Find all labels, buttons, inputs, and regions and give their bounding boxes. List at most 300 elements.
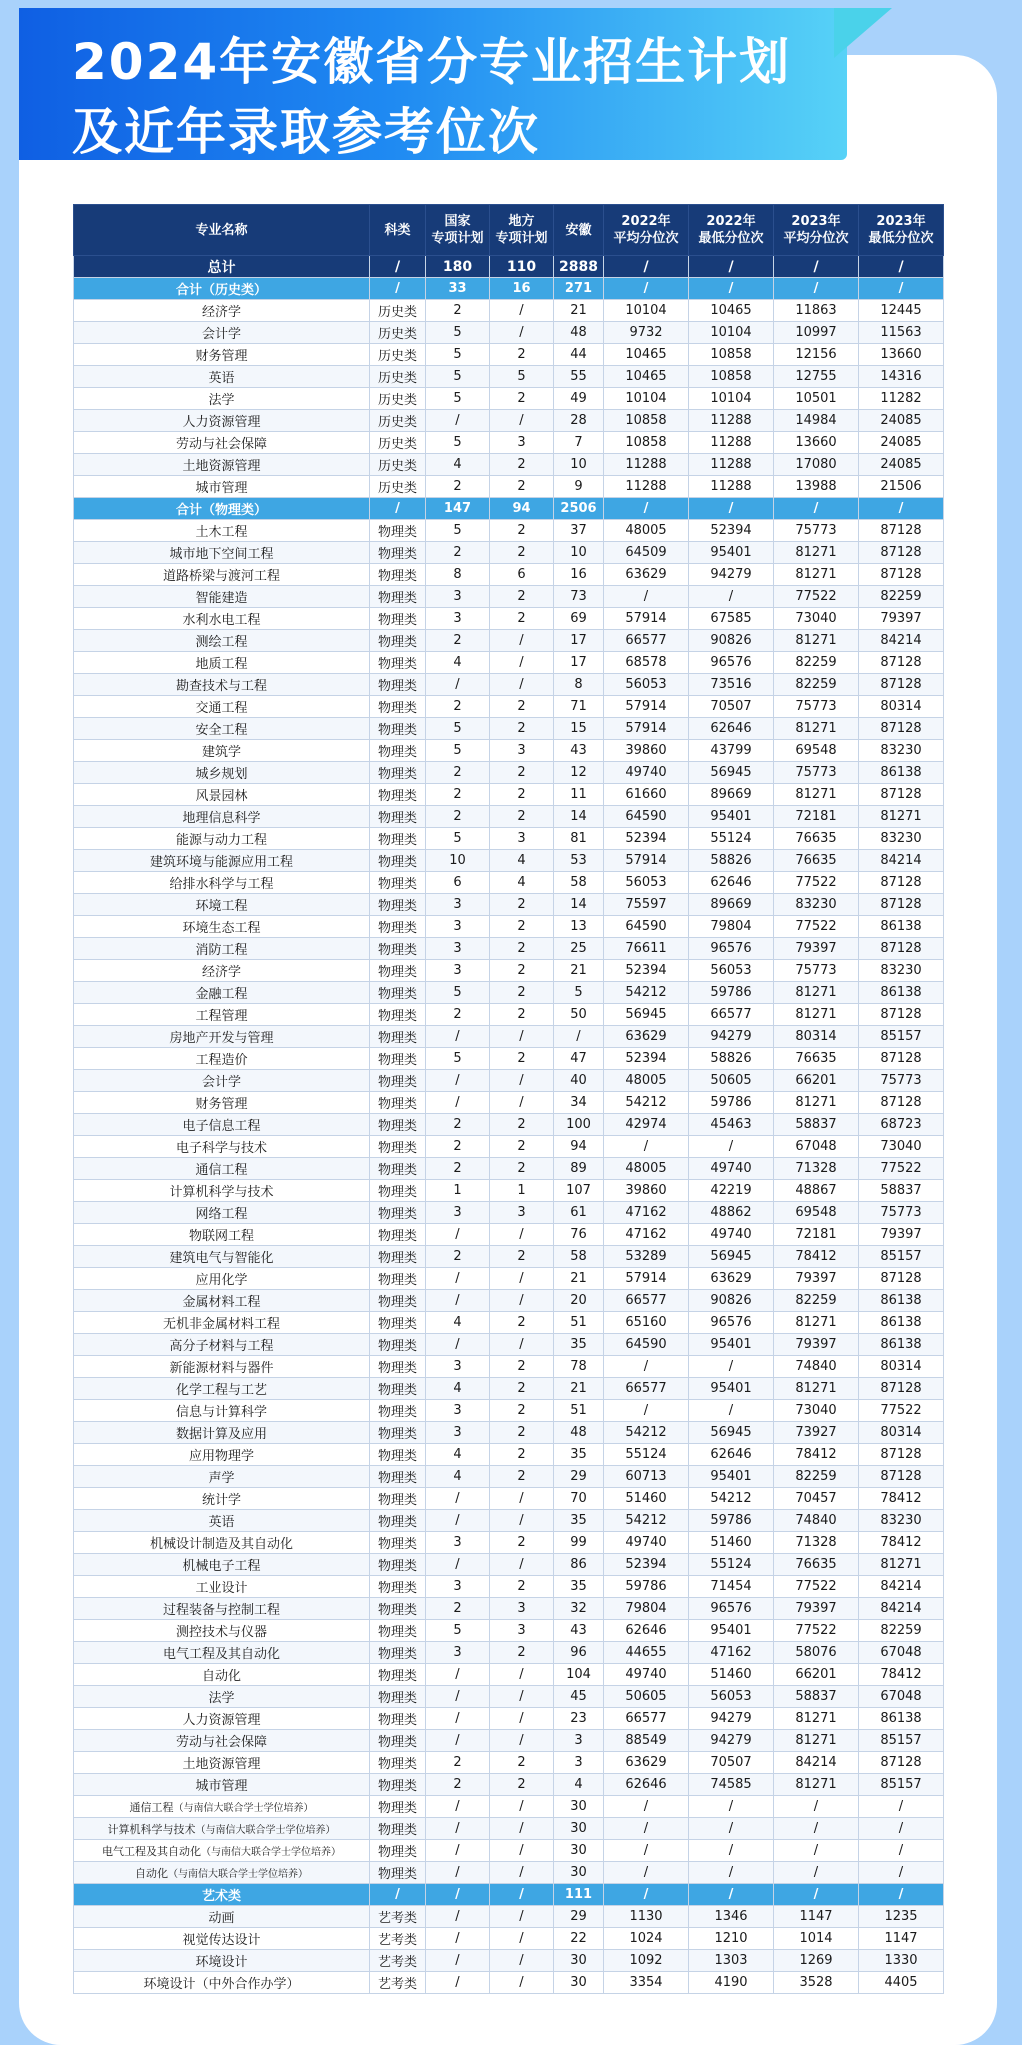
cell-2022-min: 66577: [689, 1004, 774, 1026]
cell-2023-avg: 75773: [774, 520, 859, 542]
cell-2023-avg: 81271: [774, 1774, 859, 1796]
cell-national-plan: 3: [426, 1356, 490, 1378]
cell-major: 土地资源管理: [74, 454, 370, 476]
cell-anhui: 76: [554, 1224, 604, 1246]
cell-2023-min: 1235: [859, 1906, 944, 1928]
cell-2023-min: 79397: [859, 1224, 944, 1246]
table-row: [74, 1070, 944, 1092]
cell-national-plan: /: [426, 1686, 490, 1708]
cell-2022-avg: 66577: [604, 1290, 689, 1312]
cell-national-plan: 5: [426, 520, 490, 542]
cell-local-plan: 2: [490, 1422, 554, 1444]
cell-major: 风景园林: [74, 784, 370, 806]
cell-category: 物理类: [370, 1422, 426, 1444]
cell-national-plan: 3: [426, 586, 490, 608]
cell-2022-min: 94279: [689, 564, 774, 586]
cell-local-plan: 3: [490, 1202, 554, 1224]
cell-national-plan: 2: [426, 476, 490, 498]
cell-2023-min: 83230: [859, 740, 944, 762]
cell-major: 工程管理: [74, 1004, 370, 1026]
cell-category: 物理类: [370, 1642, 426, 1664]
table-row: [74, 388, 944, 410]
cell-anhui: 3: [554, 1730, 604, 1752]
cell-2022-min: 95401: [689, 542, 774, 564]
cell-local-plan: 2: [490, 608, 554, 630]
cell-2023-avg: 66201: [774, 1070, 859, 1092]
table-row: [74, 366, 944, 388]
cell-2022-min: 94279: [689, 1730, 774, 1752]
cell-2022-min: 10858: [689, 366, 774, 388]
cell-2023-min: 84214: [859, 850, 944, 872]
cell-category: 物理类: [370, 1092, 426, 1114]
cell-2022-avg: 66577: [604, 630, 689, 652]
cell-anhui: 271: [554, 278, 604, 300]
cell-anhui: 9: [554, 476, 604, 498]
cell-national-plan: 33: [426, 278, 490, 300]
cell-2022-avg: 10465: [604, 366, 689, 388]
total-row: [74, 256, 944, 278]
cell-category: 物理类: [370, 872, 426, 894]
cell-local-plan: 2: [490, 762, 554, 784]
cell-2022-avg: 57914: [604, 718, 689, 740]
table-row: [74, 1862, 944, 1884]
cell-2022-min: /: [689, 586, 774, 608]
cell-major: 交通工程: [74, 696, 370, 718]
cell-major: 化学工程与工艺: [74, 1378, 370, 1400]
cell-2023-min: 84214: [859, 1576, 944, 1598]
cell-2023-avg: 73040: [774, 608, 859, 630]
cell-2023-min: 24085: [859, 432, 944, 454]
cell-2022-avg: 59786: [604, 1576, 689, 1598]
cell-2023-avg: 17080: [774, 454, 859, 476]
cell-anhui: 30: [554, 1840, 604, 1862]
cell-category: 物理类: [370, 982, 426, 1004]
cell-2022-min: 94279: [689, 1026, 774, 1048]
major-name: 通信工程: [129, 1800, 174, 1814]
cell-national-plan: /: [426, 1290, 490, 1312]
table-row: [74, 696, 944, 718]
cell-2023-avg: 69548: [774, 740, 859, 762]
cell-2023-min: 73040: [859, 1136, 944, 1158]
cell-major: 勘查技术与工程: [74, 674, 370, 696]
cell-category: 物理类: [370, 1466, 426, 1488]
cell-2023-avg: 76635: [774, 828, 859, 850]
cell-2022-min: 52394: [689, 520, 774, 542]
cell-2022-min: 71454: [689, 1576, 774, 1598]
cell-anhui: 15: [554, 718, 604, 740]
cell-2022-avg: /: [604, 1400, 689, 1422]
cell-2023-avg: 58837: [774, 1686, 859, 1708]
cell-category: 物理类: [370, 1378, 426, 1400]
cell-2023-avg: /: [774, 498, 859, 520]
cell-category: 物理类: [370, 850, 426, 872]
cell-national-plan: 4: [426, 652, 490, 674]
cell-2023-min: 86138: [859, 1334, 944, 1356]
table-row: [74, 1400, 944, 1422]
table-body: [74, 256, 944, 1994]
cell-2023-avg: 10501: [774, 388, 859, 410]
cell-2022-min: 62646: [689, 718, 774, 740]
cell-major: 土地资源管理: [74, 1752, 370, 1774]
cell-national-plan: 2: [426, 1598, 490, 1620]
cell-2022-min: 96576: [689, 1312, 774, 1334]
cell-local-plan: /: [490, 630, 554, 652]
cell-anhui: 34: [554, 1092, 604, 1114]
table-row: [74, 300, 944, 322]
cell-anhui: /: [554, 1026, 604, 1048]
cell-2023-min: /: [859, 278, 944, 300]
table-row: [74, 1048, 944, 1070]
cell-2022-min: 96576: [689, 1598, 774, 1620]
cell-category: 物理类: [370, 1796, 426, 1818]
page-title-line-2: 及近年录取参考位次: [72, 103, 540, 161]
cell-national-plan: 5: [426, 740, 490, 762]
table-row: [74, 630, 944, 652]
cell-national-plan: 5: [426, 388, 490, 410]
cell-anhui: 32: [554, 1598, 604, 1620]
cell-anhui: 49: [554, 388, 604, 410]
cell-2022-avg: 57914: [604, 696, 689, 718]
cell-2023-avg: 79397: [774, 1268, 859, 1290]
table-row: [74, 1774, 944, 1796]
cell-2022-avg: 48005: [604, 520, 689, 542]
cell-anhui: 50: [554, 1004, 604, 1026]
subtotal-row: [74, 498, 944, 520]
cell-national-plan: 2: [426, 1752, 490, 1774]
cell-2023-avg: 77522: [774, 916, 859, 938]
cell-2023-avg: 71328: [774, 1532, 859, 1554]
cell-national-plan: /: [426, 1840, 490, 1862]
cell-anhui: 100: [554, 1114, 604, 1136]
cell-2023-avg: 79397: [774, 1598, 859, 1620]
cell-major: 环境设计（中外合作办学）: [74, 1972, 370, 1994]
cell-2023-avg: 75773: [774, 696, 859, 718]
cell-2023-avg: 80314: [774, 1026, 859, 1048]
cell-national-plan: /: [426, 674, 490, 696]
table-row: [74, 1664, 944, 1686]
cell-2023-avg: 79397: [774, 1334, 859, 1356]
cell-2023-min: 1147: [859, 1928, 944, 1950]
cell-2022-min: 95401: [689, 1466, 774, 1488]
cell-anhui: 43: [554, 1620, 604, 1642]
cell-category: 艺考类: [370, 1972, 426, 1994]
cell-category: 物理类: [370, 1554, 426, 1576]
cell-local-plan: 16: [490, 278, 554, 300]
cell-2023-avg: 69548: [774, 1202, 859, 1224]
cell-2023-avg: /: [774, 256, 859, 278]
table-row: [74, 1290, 944, 1312]
table-row: [74, 1554, 944, 1576]
cell-major: 金属材料工程: [74, 1290, 370, 1312]
cell-local-plan: 6: [490, 564, 554, 586]
cell-anhui: 61: [554, 1202, 604, 1224]
cell-2022-avg: 50605: [604, 1686, 689, 1708]
cell-2023-avg: 77522: [774, 1576, 859, 1598]
cell-major: 通信工程: [74, 1158, 370, 1180]
table-row: [74, 1818, 944, 1840]
cell-2023-min: /: [859, 1862, 944, 1884]
cell-anhui: 10: [554, 454, 604, 476]
table-row: [74, 1180, 944, 1202]
cell-local-plan: 4: [490, 872, 554, 894]
cell-major: [74, 1840, 370, 1862]
cell-2023-avg: 81271: [774, 1004, 859, 1026]
table-row: [74, 1620, 944, 1642]
table-row: [74, 1334, 944, 1356]
cell-category: 物理类: [370, 1708, 426, 1730]
cell-local-plan: 2: [490, 1576, 554, 1598]
table-row: [74, 762, 944, 784]
cell-2023-avg: 77522: [774, 872, 859, 894]
cell-major: 经济学: [74, 300, 370, 322]
cell-major: 过程装备与控制工程: [74, 1598, 370, 1620]
cell-2023-min: 68723: [859, 1114, 944, 1136]
cell-national-plan: /: [426, 1334, 490, 1356]
cell-national-plan: /: [426, 1070, 490, 1092]
cell-major: 财务管理: [74, 1092, 370, 1114]
cell-local-plan: 2: [490, 586, 554, 608]
cell-local-plan: /: [490, 1840, 554, 1862]
cell-2023-avg: 76635: [774, 1048, 859, 1070]
cell-2023-min: 87128: [859, 1752, 944, 1774]
table-row: [74, 476, 944, 498]
cell-category: 历史类: [370, 322, 426, 344]
cell-anhui: 21: [554, 960, 604, 982]
cell-2022-min: 59786: [689, 1510, 774, 1532]
cell-national-plan: 5: [426, 432, 490, 454]
cell-local-plan: 4: [490, 850, 554, 872]
cell-2022-min: 95401: [689, 1334, 774, 1356]
cell-2022-avg: 11288: [604, 454, 689, 476]
cell-2023-min: 79397: [859, 608, 944, 630]
cell-anhui: 35: [554, 1334, 604, 1356]
cell-2022-min: 94279: [689, 1708, 774, 1730]
cell-2023-min: /: [859, 1796, 944, 1818]
cell-category: /: [370, 256, 426, 278]
cell-national-plan: 2: [426, 1158, 490, 1180]
cell-2022-avg: 75597: [604, 894, 689, 916]
cell-local-plan: 2: [490, 388, 554, 410]
cell-national-plan: 5: [426, 718, 490, 740]
cell-2022-min: 96576: [689, 938, 774, 960]
cell-2022-avg: 61660: [604, 784, 689, 806]
cell-category: 物理类: [370, 1334, 426, 1356]
cell-2022-min: /: [689, 278, 774, 300]
header-2022-average-rank: 2022年 平均分位次: [604, 205, 689, 256]
cell-2022-avg: 63629: [604, 564, 689, 586]
cell-major: [74, 1818, 370, 1840]
cell-2023-avg: 12156: [774, 344, 859, 366]
cell-local-plan: 3: [490, 740, 554, 762]
cell-anhui: 28: [554, 410, 604, 432]
cell-2023-avg: /: [774, 278, 859, 300]
cell-2023-avg: 70457: [774, 1488, 859, 1510]
cell-2022-avg: 49740: [604, 762, 689, 784]
cell-local-plan: 2: [490, 938, 554, 960]
cell-major: 电子科学与技术: [74, 1136, 370, 1158]
cell-local-plan: 1: [490, 1180, 554, 1202]
cell-anhui: 104: [554, 1664, 604, 1686]
table-row: [74, 1972, 944, 1994]
cell-2023-min: 77522: [859, 1400, 944, 1422]
cell-2022-avg: 51460: [604, 1488, 689, 1510]
cell-2022-avg: /: [604, 1796, 689, 1818]
cell-2023-avg: 78412: [774, 1444, 859, 1466]
cell-2022-min: 10104: [689, 322, 774, 344]
major-name: 自动化: [135, 1866, 168, 1880]
cell-2023-min: 87128: [859, 1268, 944, 1290]
cell-category: 物理类: [370, 542, 426, 564]
cell-major: 视觉传达设计: [74, 1928, 370, 1950]
table-row: [74, 1928, 944, 1950]
cell-2022-min: 79804: [689, 916, 774, 938]
header-2023-lowest-rank: 2023年 最低分位次: [859, 205, 944, 256]
cell-2022-avg: 49740: [604, 1532, 689, 1554]
table-row: [74, 850, 944, 872]
cell-category: 物理类: [370, 1312, 426, 1334]
cell-category: 物理类: [370, 1180, 426, 1202]
cell-2023-min: 86138: [859, 1312, 944, 1334]
table-row: [74, 1026, 944, 1048]
cell-category: 物理类: [370, 1114, 426, 1136]
cell-national-plan: 3: [426, 1400, 490, 1422]
cell-2022-avg: 66577: [604, 1378, 689, 1400]
cell-national-plan: 2: [426, 1114, 490, 1136]
cell-major: 合计（物理类）: [74, 498, 370, 520]
cell-anhui: 89: [554, 1158, 604, 1180]
cell-national-plan: /: [426, 1730, 490, 1752]
cell-anhui: 58: [554, 872, 604, 894]
cell-national-plan: 5: [426, 322, 490, 344]
cell-2022-min: 4190: [689, 1972, 774, 1994]
cell-local-plan: 110: [490, 256, 554, 278]
cell-2022-min: 10465: [689, 300, 774, 322]
cell-2022-avg: 63629: [604, 1752, 689, 1774]
table-row: [74, 1642, 944, 1664]
cell-2022-avg: 39860: [604, 1180, 689, 1202]
cell-2022-min: /: [689, 1862, 774, 1884]
cell-major: 应用化学: [74, 1268, 370, 1290]
header-anhui: 安徽: [554, 205, 604, 256]
cell-anhui: 48: [554, 1422, 604, 1444]
cell-2023-avg: 82259: [774, 652, 859, 674]
cell-major: 应用物理学: [74, 1444, 370, 1466]
cell-anhui: 21: [554, 1268, 604, 1290]
cell-2023-min: 78412: [859, 1664, 944, 1686]
cell-local-plan: 3: [490, 1620, 554, 1642]
cell-major: 机械电子工程: [74, 1554, 370, 1576]
cell-local-plan: /: [490, 1664, 554, 1686]
cell-2022-avg: 63629: [604, 1026, 689, 1048]
cell-2022-min: 49740: [689, 1158, 774, 1180]
cell-2023-avg: /: [774, 1818, 859, 1840]
cell-category: 物理类: [370, 1246, 426, 1268]
cell-2023-avg: 10997: [774, 322, 859, 344]
header-2023-average-rank: 2023年 平均分位次: [774, 205, 859, 256]
cell-anhui: 30: [554, 1818, 604, 1840]
cell-2023-min: 13660: [859, 344, 944, 366]
cell-anhui: 30: [554, 1972, 604, 1994]
table-row: [74, 740, 944, 762]
cell-2023-avg: 48867: [774, 1180, 859, 1202]
cell-2023-avg: 76635: [774, 1554, 859, 1576]
cell-anhui: 13: [554, 916, 604, 938]
cell-major: 城市地下空间工程: [74, 542, 370, 564]
cell-national-plan: /: [426, 1818, 490, 1840]
cell-2022-avg: 3354: [604, 1972, 689, 1994]
cell-national-plan: 5: [426, 366, 490, 388]
table-row: [74, 982, 944, 1004]
cell-category: 物理类: [370, 1070, 426, 1092]
cell-2023-min: 67048: [859, 1642, 944, 1664]
cell-2023-min: 87128: [859, 564, 944, 586]
cell-2022-min: /: [689, 256, 774, 278]
cell-2023-avg: 14984: [774, 410, 859, 432]
table-row: [74, 872, 944, 894]
cell-national-plan: /: [426, 1026, 490, 1048]
cell-local-plan: 2: [490, 960, 554, 982]
cell-2022-avg: 10104: [604, 300, 689, 322]
cell-anhui: 10: [554, 542, 604, 564]
cell-local-plan: 2: [490, 344, 554, 366]
cell-local-plan: /: [490, 322, 554, 344]
cell-national-plan: 2: [426, 1246, 490, 1268]
table-row: [74, 1510, 944, 1532]
cell-anhui: 30: [554, 1862, 604, 1884]
cell-category: 历史类: [370, 344, 426, 366]
cell-anhui: 22: [554, 1928, 604, 1950]
cell-2023-avg: 13660: [774, 432, 859, 454]
cell-category: 物理类: [370, 1048, 426, 1070]
cell-anhui: 14: [554, 806, 604, 828]
cell-2023-min: 86138: [859, 982, 944, 1004]
cell-2023-avg: 81271: [774, 630, 859, 652]
cell-local-plan: 2: [490, 1114, 554, 1136]
table-row: [74, 938, 944, 960]
cell-2022-min: 95401: [689, 1620, 774, 1642]
cell-national-plan: /: [426, 1510, 490, 1532]
cell-2022-min: 62646: [689, 1444, 774, 1466]
cell-category: 物理类: [370, 1818, 426, 1840]
cell-2023-min: 85157: [859, 1730, 944, 1752]
table-row: [74, 454, 944, 476]
cell-national-plan: 5: [426, 982, 490, 1004]
cell-national-plan: 2: [426, 696, 490, 718]
cell-2023-min: /: [859, 1884, 944, 1906]
major-name: 电气工程及其自动化: [102, 1844, 201, 1858]
cell-2022-min: 55124: [689, 1554, 774, 1576]
cell-2022-avg: 53289: [604, 1246, 689, 1268]
cell-major: 计算机科学与技术: [74, 1180, 370, 1202]
cell-national-plan: /: [426, 1708, 490, 1730]
cell-2022-avg: 79804: [604, 1598, 689, 1620]
table-row: [74, 1092, 944, 1114]
cell-2023-min: 11282: [859, 388, 944, 410]
table-row: [74, 1686, 944, 1708]
cell-major: 电气工程及其自动化: [74, 1642, 370, 1664]
cell-local-plan: 2: [490, 982, 554, 1004]
cell-2023-avg: 81271: [774, 1378, 859, 1400]
cell-major: 水利水电工程: [74, 608, 370, 630]
cell-2022-avg: 64590: [604, 1334, 689, 1356]
cell-local-plan: 2: [490, 1356, 554, 1378]
cell-2022-avg: /: [604, 256, 689, 278]
cell-category: 物理类: [370, 1136, 426, 1158]
cell-national-plan: 5: [426, 1620, 490, 1642]
cell-anhui: 47: [554, 1048, 604, 1070]
cell-category: 历史类: [370, 366, 426, 388]
cell-2023-min: 87128: [859, 894, 944, 916]
